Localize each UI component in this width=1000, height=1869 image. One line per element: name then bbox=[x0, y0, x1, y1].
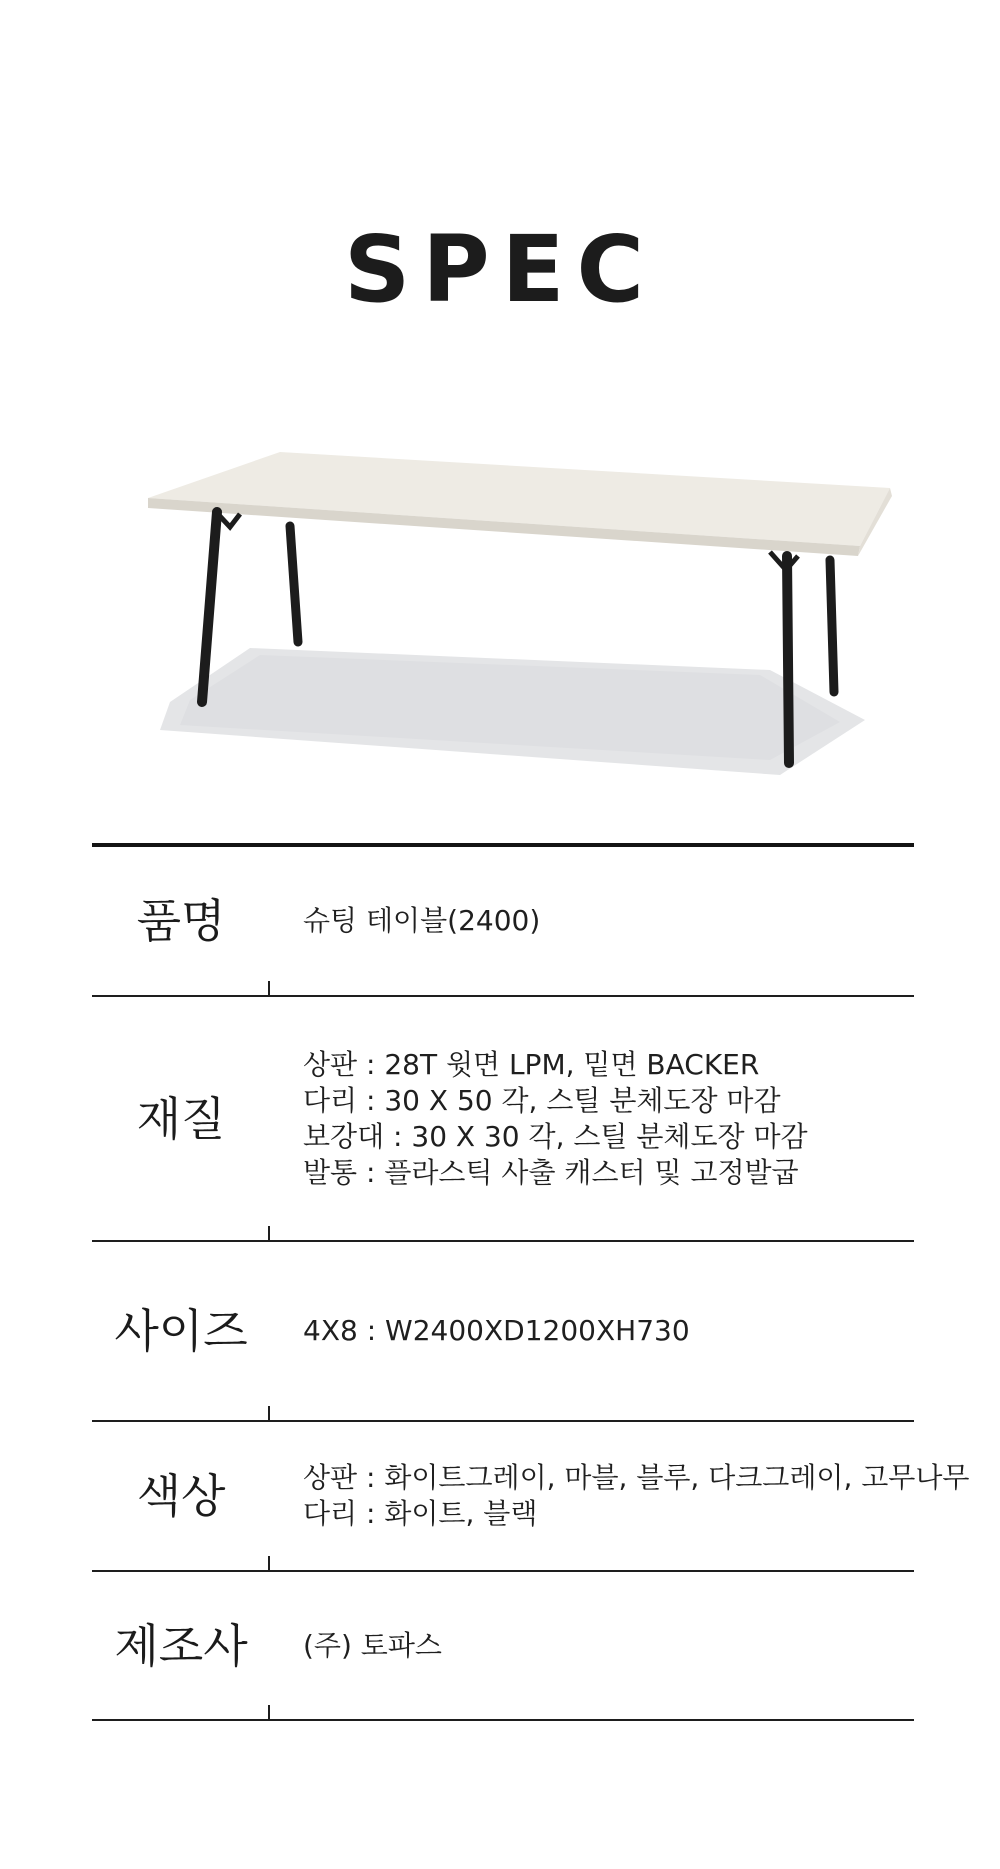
spec-table bbox=[92, 843, 970, 1721]
spec-value bbox=[270, 1460, 969, 1532]
row-divider-tick bbox=[268, 1556, 270, 1570]
row-divider-tick bbox=[268, 1406, 270, 1420]
spec-label: 제조사 bbox=[114, 1618, 248, 1673]
page-title: SPEC bbox=[343, 216, 657, 323]
table-leg-back-left bbox=[290, 526, 298, 642]
spec-label: 사이즈 bbox=[114, 1304, 248, 1358]
spec-value-line: 상판 : 화이트그레이, 마블, 블루, 다크그레이, 고무나무 bbox=[303, 1461, 970, 1494]
row-divider-tick bbox=[268, 981, 270, 995]
row-divider-tick bbox=[268, 1705, 270, 1719]
spec-value-line: 슈팅 테이블(2400) bbox=[303, 904, 541, 937]
spec-row-color bbox=[92, 1422, 970, 1572]
row-divider-tick bbox=[268, 1226, 270, 1240]
spec-label: 품명 bbox=[136, 894, 226, 948]
spec-label: 재질 bbox=[136, 1091, 226, 1146]
spec-value bbox=[270, 1047, 808, 1191]
table-leg-back-right bbox=[830, 560, 834, 692]
spec-value bbox=[270, 1313, 690, 1349]
spec-label: 색상 bbox=[136, 1469, 226, 1523]
spec-value-line: 보강대 : 30 X 30 각, 스틸 분체도장 마감 bbox=[303, 1119, 808, 1153]
spec-value-line: 다리 : 30 X 50 각, 스틸 분체도장 마감 bbox=[303, 1083, 781, 1117]
spec-value-line: 다리 : 화이트, 블랙 bbox=[303, 1497, 538, 1530]
spec-value-line: 4X8 : W2400XD1200XH730 bbox=[303, 1314, 690, 1347]
spec-value bbox=[270, 903, 540, 939]
table-leg-front-right bbox=[787, 556, 789, 763]
spec-value-line: 발통 : 플라스틱 사출 캐스터 및 고정발굽 bbox=[303, 1155, 799, 1189]
spec-value bbox=[270, 1628, 442, 1664]
spec-value-line: (주) 토파스 bbox=[303, 1628, 442, 1662]
spec-row-material bbox=[92, 997, 914, 1242]
spec-row-product-name bbox=[92, 847, 914, 997]
spec-row-manufacturer bbox=[92, 1572, 914, 1721]
spec-row-size bbox=[92, 1242, 914, 1422]
spec-value-line: 상판 : 28T 윗면 LPM, 밑면 BACKER bbox=[303, 1047, 760, 1081]
table-product-image bbox=[130, 430, 910, 790]
